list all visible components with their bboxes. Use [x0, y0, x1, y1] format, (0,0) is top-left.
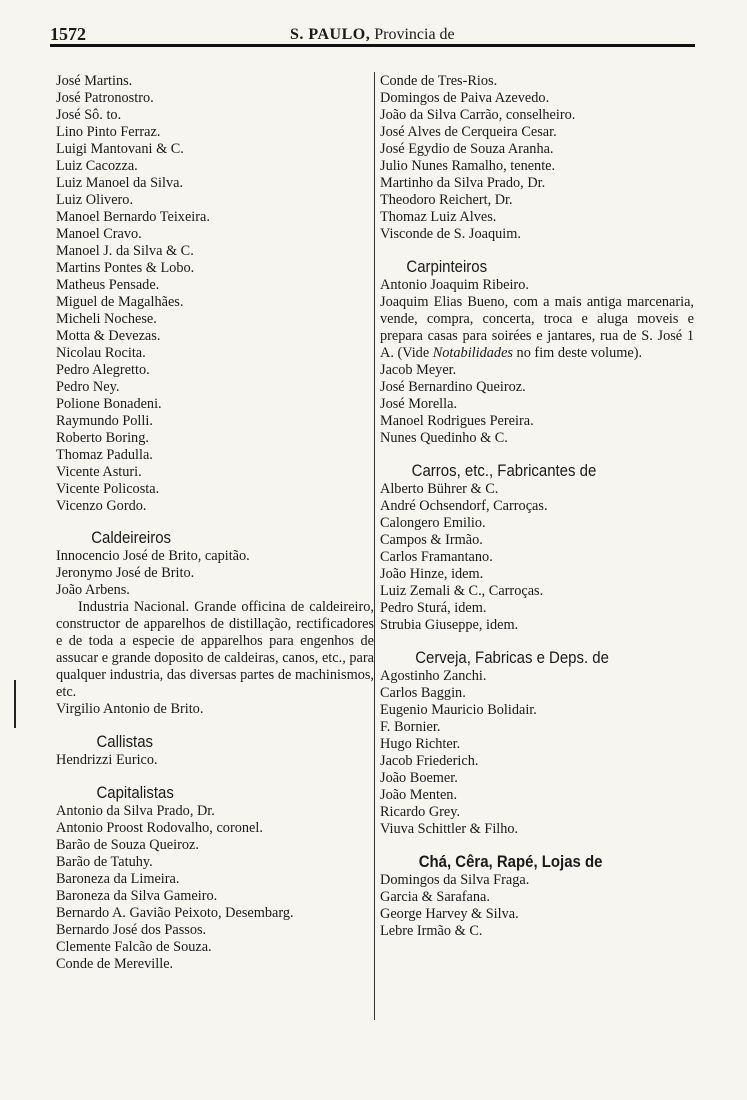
list-item: Jeronymo José de Brito. [56, 565, 195, 581]
para-italic: Notabilidades [432, 345, 513, 361]
left-names-top [56, 73, 378, 515]
list-item: Eugenio Mauricio Bolidair. [380, 702, 537, 718]
margin-mark [14, 680, 16, 728]
list-item: André Ochsendorf, Carroças. [380, 498, 548, 514]
list-item: F. Bornier. [380, 719, 441, 735]
section-heading-carpinteiros: Carpinteiros [406, 257, 488, 276]
list-item: Miguel de Magalhães. [56, 294, 184, 310]
list-item: Julio Nunes Ramalho, tenente. [380, 158, 556, 174]
list-item: José Sô. to. [56, 107, 122, 123]
list-item: Pedro Sturá, idem. [380, 600, 487, 616]
list-item: Pedro Alegretto. [56, 362, 150, 378]
list-item: Thomaz Padulla. [56, 447, 153, 463]
section-heading-callistas: Callistas [96, 732, 154, 751]
para-end: no fim deste volume). [512, 345, 643, 361]
right-column [380, 73, 698, 940]
list-item: Polione Bonadeni. [56, 396, 162, 412]
list-item: Motta & Devezas. [56, 328, 161, 344]
carpinteiros-paragraph [380, 294, 694, 362]
list-item: Nicolau Rocita. [56, 345, 146, 361]
list-item: Conde de Tres-Rios. [380, 73, 498, 89]
list-item: João da Silva Carrão, conselheiro. [380, 107, 576, 123]
header-rule [50, 44, 695, 47]
list-item: Baroneza da Limeira. [56, 871, 180, 887]
list-item: Conde de Mereville. [56, 956, 174, 972]
list-item: Martins Pontes & Lobo. [56, 260, 195, 276]
list-item: Strubia Giuseppe, idem. [380, 617, 519, 633]
list-item: Antonio Proost Rodovalho, coronel. [56, 820, 263, 836]
section-heading-cerveja: Cerveja, Fabricas e Deps. de [415, 648, 609, 667]
list-item: Luiz Cacozza. [56, 158, 138, 174]
title-main: S. PAULO, [290, 26, 371, 43]
list-item: Roberto Boring. [56, 430, 149, 446]
list-item: Viuva Schittler & Filho. [380, 821, 519, 837]
list-item: Bernardo José dos Passos. [56, 922, 207, 938]
list-item: Nunes Quedinho & C. [380, 430, 508, 446]
list-item: Hugo Richter. [380, 736, 461, 752]
list-item: Domingos da Silva Fraga. [380, 872, 530, 888]
title-rest: Provincia de [374, 26, 455, 43]
list-item: Lebre Irmão & C. [380, 923, 483, 939]
list-item: José Alves de Cerqueira Cesar. [380, 124, 557, 140]
list-item: Luiz Olivero. [56, 192, 134, 208]
list-item: João Hinze, idem. [380, 566, 484, 582]
list-item: José Bernardino Queiroz. [380, 379, 526, 395]
section-heading-capitalistas: Capitalistas [96, 783, 174, 802]
list-item: Domingos de Paiva Azevedo. [380, 90, 550, 106]
list-item: Barão de Tatuhy. [56, 854, 153, 870]
list-item: Luigi Mantovani & C. [56, 141, 184, 157]
list-item: Manoel Bernardo Teixeira. [56, 209, 210, 225]
page-title [290, 26, 455, 44]
list-item: Antonio da Silva Prado, Dr. [56, 803, 215, 819]
list-item: Jacob Meyer. [380, 362, 457, 378]
list-item: José Patronostro. [56, 90, 154, 106]
left-column [56, 73, 378, 973]
section-heading-carros: Carros, etc., Fabricantes de [411, 461, 597, 480]
list-item: Luiz Zemali & C., Carroças. [380, 583, 544, 599]
list-item: Manoel Cravo. [56, 226, 142, 242]
list-item: Baroneza da Silva Gameiro. [56, 888, 218, 904]
section-heading-cha: Chá, Cêra, Rapé, Lojas de [418, 852, 603, 871]
list-item: Manoel J. da Silva & C. [56, 243, 194, 259]
list-item: Thomaz Luiz Alves. [380, 209, 497, 225]
list-item: Vicente Policosta. [56, 481, 160, 497]
list-item: Carlos Baggin. [380, 685, 466, 701]
list-item: Bernardo A. Gavião Peixoto, Desembarg. [56, 905, 294, 921]
list-item: Manoel Rodrigues Pereira. [380, 413, 534, 429]
page-number: 1572 [50, 24, 86, 44]
list-item: Innocencio José de Brito, capitão. [56, 548, 250, 564]
list-item: Matheus Pensade. [56, 277, 160, 293]
list-item: Alberto Bührer & C. [380, 481, 499, 497]
list-item: Luiz Manoel da Silva. [56, 175, 184, 191]
list-item: João Menten. [380, 787, 458, 803]
list-item: José Martins. [56, 73, 133, 89]
list-item: Antonio Joaquim Ribeiro. [380, 277, 529, 293]
list-item: Garcia & Sarafana. [380, 889, 490, 905]
list-item: José Egydio de Souza Aranha. [380, 141, 554, 157]
list-item: Vicenzo Gordo. [56, 498, 147, 514]
list-item: Calongero Emilio. [380, 515, 486, 531]
list-item: João Boemer. [380, 770, 458, 786]
list-item: George Harvey & Silva. [380, 906, 519, 922]
list-item: Pedro Ney. [56, 379, 120, 395]
list-item: José Morella. [380, 396, 458, 412]
list-item: Ricardo Grey. [380, 804, 461, 820]
list-item: Martinho da Silva Prado, Dr. [380, 175, 546, 191]
para-start: Joaquim Elias Bueno, com a mais antiga marcenaria, vende, compra, concerta, troca e aluga moveis e prepara casas para soirées e jantares, rua de S. José 1 A. (Vide [380, 294, 694, 361]
list-item: Micheli Nochese. [56, 311, 157, 327]
list-item: Vicente Asturi. [56, 464, 142, 480]
list-item: Barão de Souza Queiroz. [56, 837, 199, 853]
list-item: Agostinho Zanchi. [380, 668, 487, 684]
list-item: Theodoro Reichert, Dr. [380, 192, 513, 208]
list-item: Visconde de S. Joaquim. [380, 226, 521, 242]
list-item: Lino Pinto Ferraz. [56, 124, 161, 140]
caldeireiros-paragraph: Industria Nacional. Grande officina de caldeireiro, constructor de apparelhos de distillação, rectificadores e de toda a especie de apparelhos para engenhos de assucar e grande doposito de caldeiras, canos, etc., para qualquer industria, das diversas partes de machinismos, etc. [56, 599, 374, 700]
list-item: Raymundo Polli. [56, 413, 153, 429]
list-item: Virgilio Antonio de Brito. [56, 701, 204, 717]
list-item: João Arbens. [56, 582, 130, 598]
list-item: Campos & Irmão. [380, 532, 483, 548]
list-item: Carlos Framantano. [380, 549, 493, 565]
list-item: Jacob Friederich. [380, 753, 479, 769]
list-item: Hendrizzi Eurico. [56, 752, 158, 768]
list-item: Clemente Falcão de Souza. [56, 939, 212, 955]
section-heading-caldeireiros: Caldeireiros [91, 528, 172, 547]
